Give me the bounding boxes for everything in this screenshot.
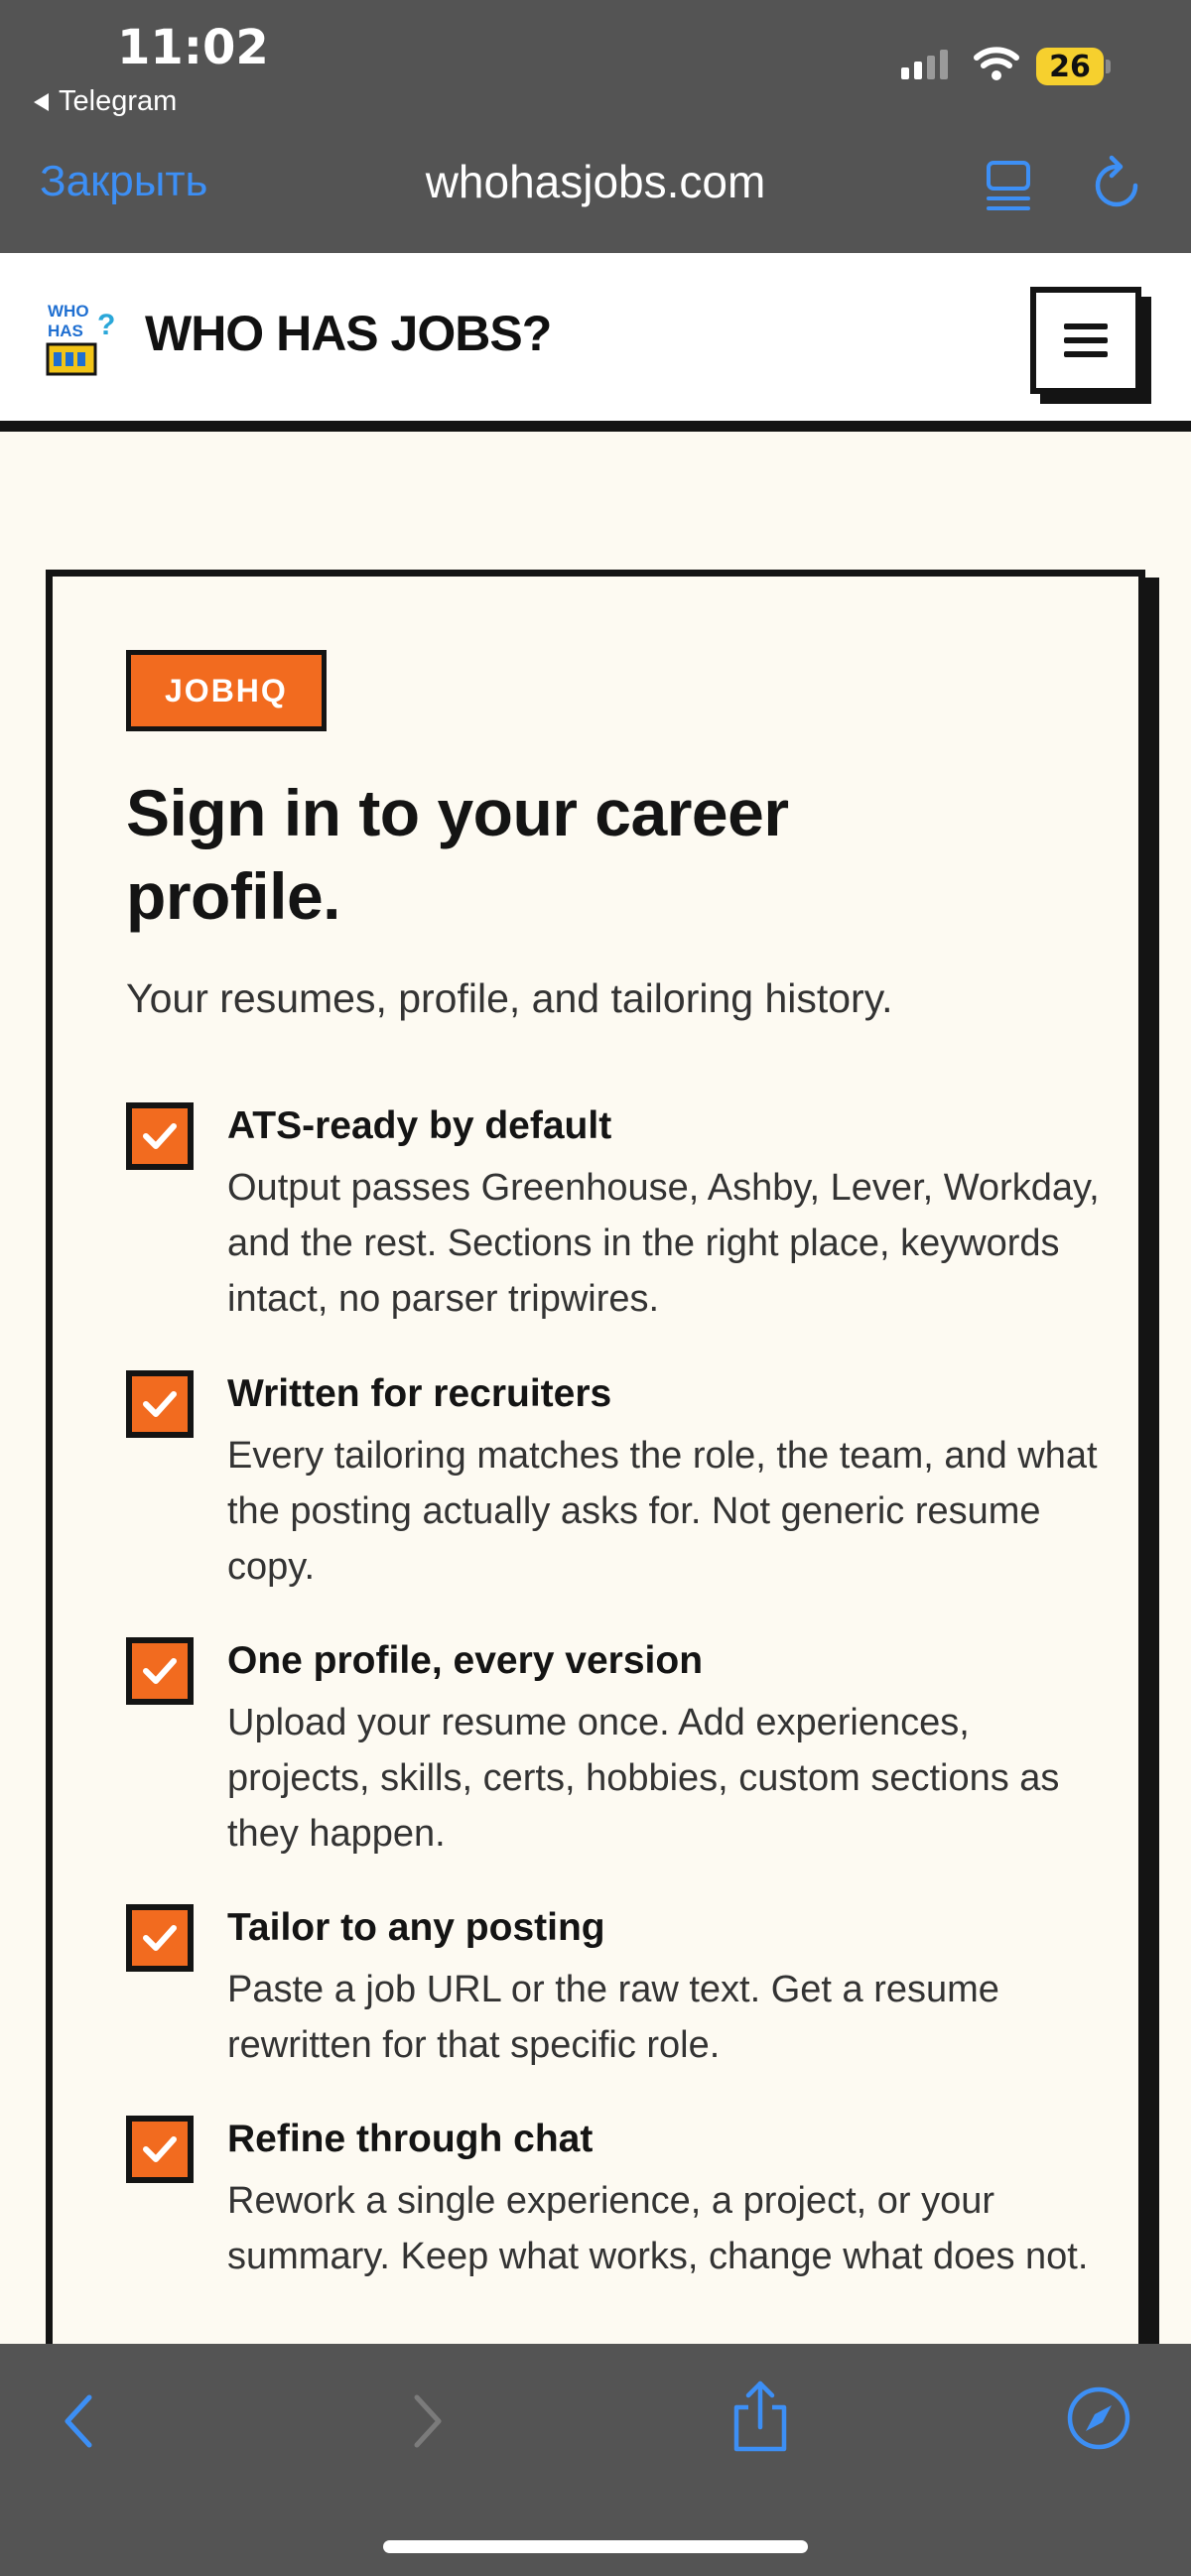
reader-icon[interactable] xyxy=(983,159,1034,212)
feature-checkbox xyxy=(126,1370,194,1438)
status-time: 11:02 xyxy=(117,20,269,75)
forward-arrow-icon[interactable] xyxy=(407,2391,447,2451)
brand-badge: JOBHQ xyxy=(126,650,327,731)
back-to-app-link[interactable] xyxy=(34,85,177,118)
feature-description: Rework a single experience, a project, or your summary. Keep what works, change what does not. xyxy=(227,2180,1089,2277)
feature-title: Written for recruiters xyxy=(227,1372,612,1415)
reload-icon[interactable] xyxy=(1092,155,1141,212)
feature-description: Upload your resume once. Add experiences, projects, skills, certs, hobbies, custom sections as they happen. xyxy=(227,1702,1060,1855)
url-field[interactable]: whohasjobs.com xyxy=(425,156,766,207)
checkmark-icon xyxy=(141,2133,179,2165)
page-title: Sign in to your career profile. xyxy=(126,776,789,933)
back-triangle-icon xyxy=(34,93,49,111)
battery-tip xyxy=(1106,60,1111,73)
battery-indicator: 26 xyxy=(1036,48,1104,85)
back-arrow-icon[interactable] xyxy=(60,2391,99,2451)
feature-checkbox xyxy=(126,2116,194,2183)
feature-description: Output passes Greenhouse, Ashby, Lever, Workday, and the rest. Sections in the right place, keywords intact, no parser tripwires. xyxy=(227,1167,1100,1320)
page-subtitle: Your resumes, profile, and tailoring history. xyxy=(126,975,893,1021)
logo-icon[interactable] xyxy=(46,301,121,380)
signal-icon xyxy=(901,50,948,79)
wifi-icon xyxy=(973,44,1020,83)
feature-title: One profile, every version xyxy=(227,1639,704,1682)
feature-title: Refine through chat xyxy=(227,2118,594,2160)
close-button[interactable]: Закрыть xyxy=(40,157,208,205)
compass-icon[interactable] xyxy=(1066,2385,1131,2451)
back-app-label: Telegram xyxy=(59,85,178,117)
logo-question: ? xyxy=(97,309,116,341)
menu-button[interactable] xyxy=(1030,287,1141,394)
feature-title: ATS-ready by default xyxy=(227,1104,612,1147)
feature-checkbox xyxy=(126,1102,194,1170)
hamburger-icon xyxy=(1064,323,1108,329)
feature-description: Every tailoring matches the role, the team, and what the posting actually asks for. Not generic resume copy. xyxy=(227,1435,1098,1588)
feature-checkbox xyxy=(126,1637,194,1705)
site-header xyxy=(0,253,1191,432)
checkmark-icon xyxy=(141,1388,179,1420)
home-indicator xyxy=(383,2540,808,2553)
feature-checkbox xyxy=(126,1904,194,1972)
browser-top-bar xyxy=(0,0,1191,253)
checkmark-icon xyxy=(141,1922,179,1954)
feature-title: Tailor to any posting xyxy=(227,1906,605,1949)
site-name[interactable]: WHO HAS JOBS? xyxy=(145,306,552,361)
logo-text-top: WHO xyxy=(48,302,89,321)
logo-text-mid: HAS xyxy=(48,322,83,340)
feature-description: Paste a job URL or the raw text. Get a resume rewritten for that specific role. xyxy=(227,1969,999,2066)
sign-in-card xyxy=(46,570,1145,2455)
share-icon[interactable] xyxy=(728,2380,792,2455)
checkmark-icon xyxy=(141,1655,179,1687)
checkmark-icon xyxy=(141,1120,179,1152)
